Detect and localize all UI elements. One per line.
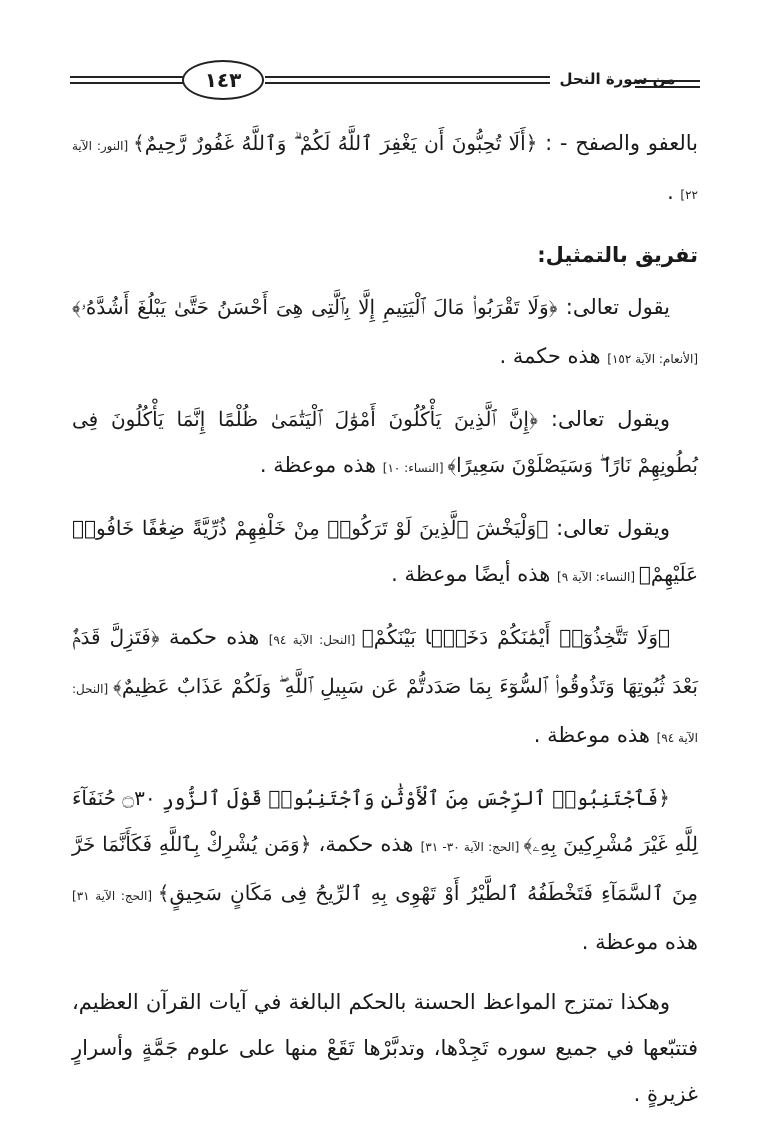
- verse-reference: [النحل: الآية ٩٤]: [72, 682, 698, 745]
- body-text: هذه حكمة: [159, 625, 269, 649]
- body-text: هذه حكمة .: [499, 344, 608, 368]
- body-text: هذه أيضًا موعظة .: [391, 562, 557, 586]
- verse-reference: [النساء: الآية ٩]: [557, 570, 639, 584]
- quran-verse: ﴿فَتَزِلَّ قَدَمٌۢ بَعْدَ ثُبُوتِهَا وَتَذُوقُوا۟ ٱلسُّوٓءَ بِمَا صَدَدتُّمْ عَن سَبِيلِ ٱللَّهِ ۖ وَلَكُمْ عَذَابٌ عَظِيمٌ﴾: [72, 625, 699, 698]
- verse-reference: [النحل: الآية ٩٤]: [268, 633, 362, 647]
- body-text: وهكذا تمتزج المواعظ الحسنة بالحكم البالغة في آيات القرآن العظيم، فتتبّعها في جميع سوره تَجِدْها، وتدبَّرْها تَقَعْ منها على علوم جَمَّةٍ وأسرارٍ غزيرةٍ .: [72, 990, 698, 1106]
- verse-reference: [الحج: الآية ٣٠- ٣١]: [420, 840, 524, 854]
- paragraph: [72, 284, 698, 382]
- page-number: ١٤٣: [182, 60, 264, 100]
- paragraph: [72, 614, 698, 761]
- quran-verse: ﴿فَٱجْتَنِبُوا۟ ٱلرِّجْسَ مِنَ ٱلْأَوْثَٰنِ وَٱجْتَنِبُوا۟ قَوْلَ ٱلزُّورِ ۝٣٠ حُنَفَآءَ لِلَّهِ غَيْرَ مُشْرِكِينَ بِهِۦ﴾: [72, 786, 698, 856]
- quran-verse: ﴿وَلَا تَقْرَبُوا۟ مَالَ ٱلْيَتِيمِ إِلَّا بِٱلَّتِى هِىَ أَحْسَنُ حَتَّىٰ يَبْلُغَ أَشُدَّهُۥ﴾: [72, 295, 558, 319]
- body-text: ويقول تعالى:: [548, 516, 670, 540]
- body-text: هذه حكمة،: [311, 832, 421, 856]
- body-text: بالعفو والصفح - :: [537, 131, 698, 155]
- paragraph: [72, 775, 698, 965]
- body-text: .: [667, 180, 681, 204]
- paragraph: [72, 979, 698, 1117]
- section-heading: تفريق بالتمثيل:: [537, 243, 698, 267]
- quran-verse: ﴿وَلَا تَتَّخِذُوٓا۟ أَيْمَٰنَكُمْ دَخَلًۢا بَيْنَكُمْ﴾: [361, 625, 671, 649]
- header-rule-right: [635, 80, 700, 88]
- body-text: يقول تعالى:: [557, 295, 670, 319]
- quran-verse: ﴿إِنَّ ٱلَّذِينَ يَأْكُلُونَ أَمْوَٰلَ ٱلْيَتَٰمَىٰ ظُلْمًا إِنَّمَا يَأْكُلُونَ فِى بُطُونِهِمْ نَارًا ۖ وَسَيَصْلَوْنَ سَعِيرًا﴾: [72, 407, 698, 477]
- verse-reference: [النساء: ١٠]: [382, 461, 448, 475]
- header-rule-left: [70, 76, 185, 84]
- body-text: هذه موعظة .: [581, 930, 698, 954]
- quran-verse: ﴿وَلْيَخْشَ ٱلَّذِينَ لَوْ تَرَكُوا۟ مِنْ خَلْفِهِمْ ذُرِّيَّةً ضِعَٰفًا خَافُوا۟ عَلَيْهِمْ﴾: [72, 516, 698, 586]
- paragraph: [72, 505, 698, 600]
- body-text: هذه موعظة .: [533, 723, 657, 747]
- verse-reference: [الأنعام: الآية ١٥٢]: [607, 352, 698, 366]
- page-header: [60, 58, 700, 102]
- paragraph: [72, 396, 698, 491]
- surah-title: من سورة النحل: [559, 70, 676, 88]
- body-text: ويقول تعالى:: [537, 407, 670, 431]
- page-body: [72, 120, 698, 1131]
- quran-verse: ﴿أَلَا تُحِبُّونَ أَن يَغْفِرَ ٱللَّهُ لَكُمْ ۗ وَٱللَّهُ غَفُورٌ رَّحِيمٌ﴾: [133, 131, 538, 155]
- quran-verse: ﴿وَمَن يُشْرِكْ بِٱللَّهِ فَكَأَنَّمَا خَرَّ مِنَ ٱلسَّمَآءِ فَتَخْطَفُهُ ٱلطَّيْرُ أَوْ تَهْوِى بِهِ ٱلرِّيحُ فِى مَكَانٍ سَحِيقٍ﴾: [72, 832, 698, 905]
- verse-reference: [النور: الآية ٢٢]: [72, 139, 698, 202]
- body-text: هذه موعظة .: [259, 453, 383, 477]
- paragraph: [72, 120, 698, 218]
- header-rule-middle: [265, 76, 550, 84]
- verse-reference: [الحج: الآية ٣١]: [72, 889, 158, 903]
